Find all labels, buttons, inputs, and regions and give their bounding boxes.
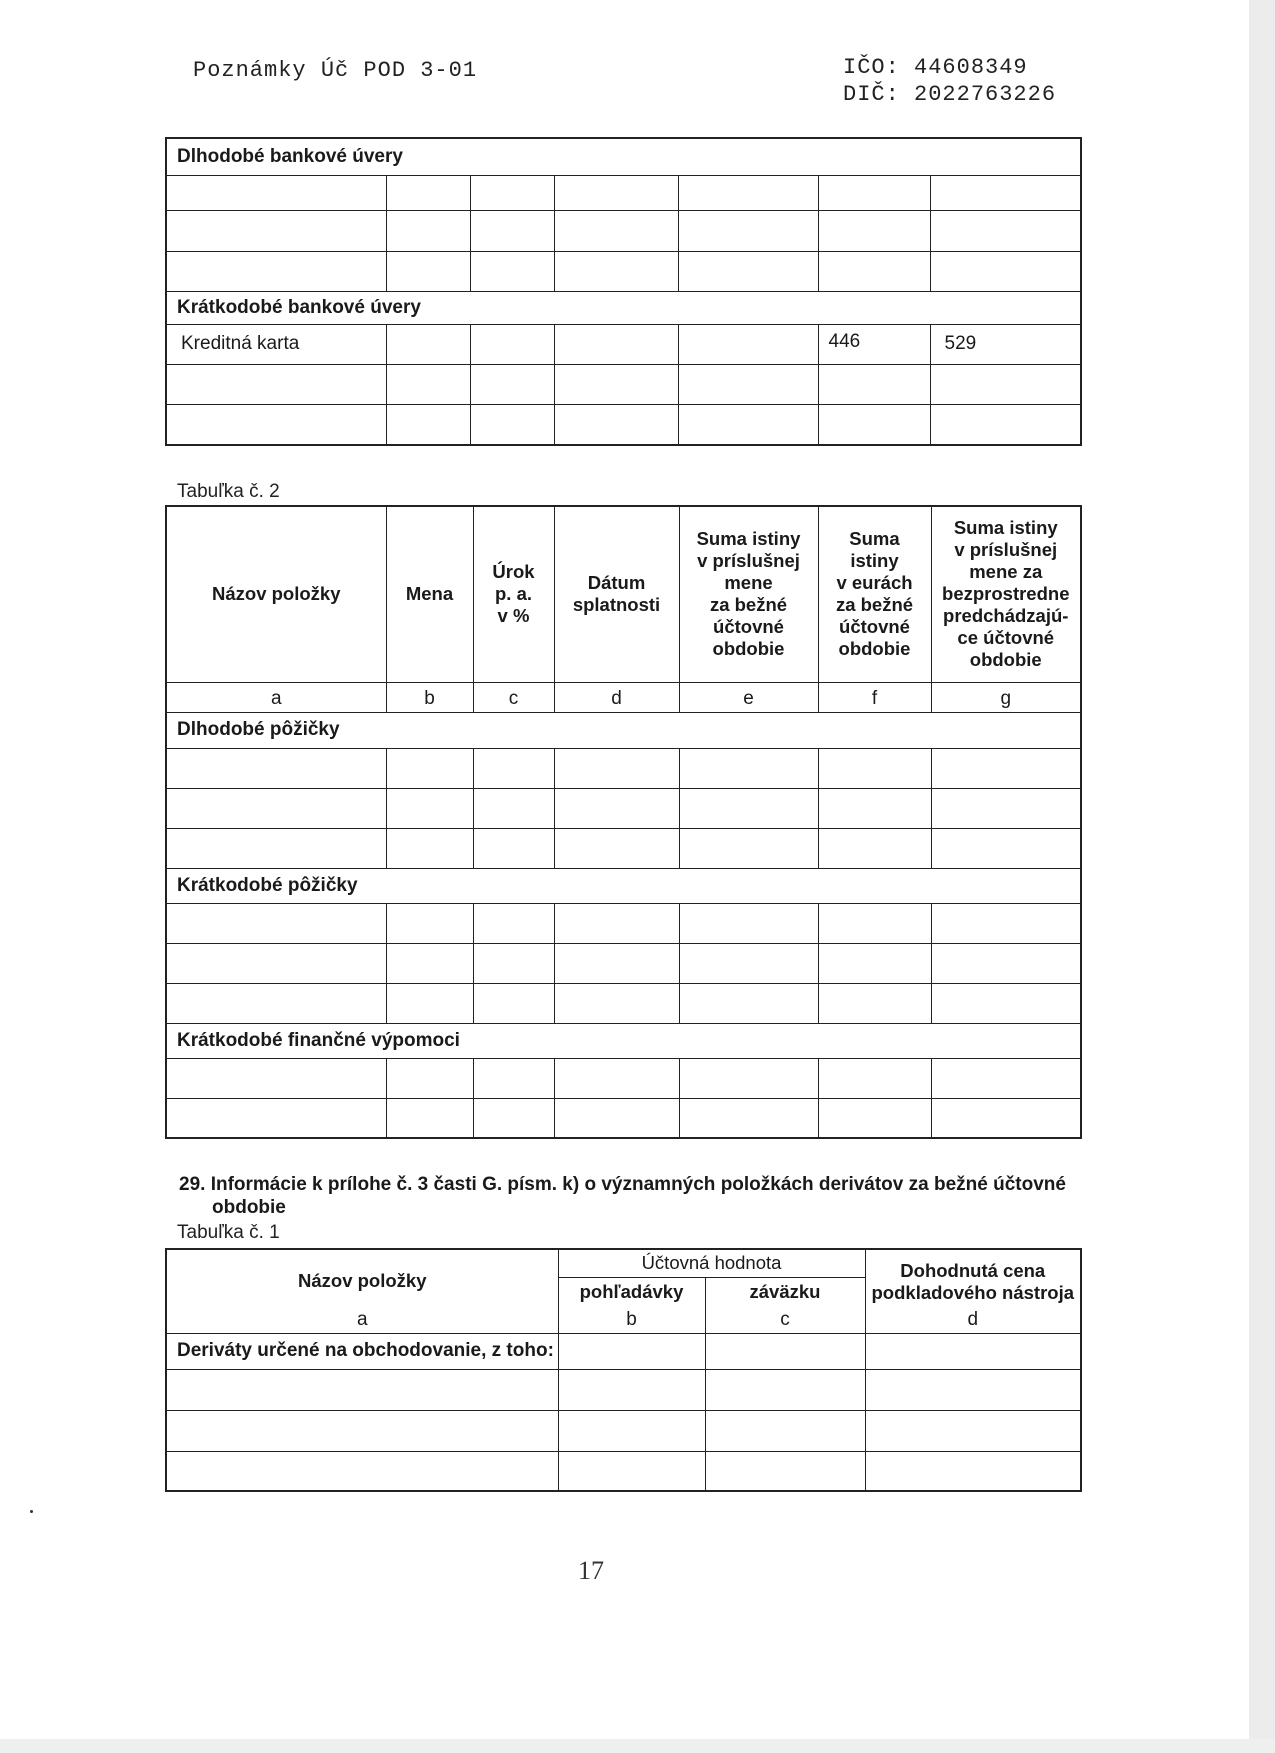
col-letter-c: c [473,682,554,712]
credit-card-label: Kreditná karta [166,324,386,364]
col-letter-a: a [166,682,386,712]
col-letter-f: f [818,682,931,712]
section-short-term-bank-loans: Krátkodobé bankové úvery [166,291,1081,324]
table-row [166,210,1081,251]
col-header-principal-currency: Suma istiny v príslušnej mene za bežné účtovné obdobie [679,506,818,682]
table-row [166,983,1081,1023]
col-header-principal-eur: Suma istiny v eurách za bežné účtovné obdobie [818,506,931,682]
table-row [166,175,1081,210]
table2-caption: Tabuľka č. 2 [177,481,280,502]
section-short-term-financial-aid: Krátkodobé finančné výpomoci [166,1023,1081,1058]
table-row [166,1333,1081,1369]
col-letter-b: b [386,682,473,712]
dic-number: DIČ: 2022763226 [843,82,1057,107]
table-row [166,748,1081,788]
table-row [166,364,1081,404]
col-header-due-date: Dátum splatnosti [554,506,679,682]
col-header-name: Názov položky [166,506,386,682]
section-29-line2: obdobie [212,1197,286,1218]
derivatives-table [165,1248,1082,1492]
col-header-payables: záväzku [705,1277,865,1307]
document-header-left: Poznámky Úč POD 3-01 [193,58,478,83]
loans-table [165,505,1082,1139]
scan-speck [30,1510,33,1513]
col-letter-b: b [558,1307,705,1333]
scan-edge [1249,0,1275,1753]
section-29-line1: 29. Informácie k prílohe č. 3 časti G. písm. k) o významných položkách derivátov za bežné účtovné [179,1174,1066,1195]
section-29-heading [179,1173,1079,1219]
table1-caption: Tabuľka č. 1 [177,1222,280,1243]
credit-card-previous: 529 [930,324,1081,364]
table-row [166,788,1081,828]
ico-number: IČO: 44608349 [843,55,1028,80]
col-header-rate: Úrok p. a. v % [473,506,554,682]
page-number: 17 [578,1556,604,1585]
credit-card-current-eur: 446 [818,324,930,364]
table-row [166,903,1081,943]
col-letter-a: a [166,1307,558,1333]
scan-bottom-edge [0,1739,1275,1753]
table-row [166,1410,1081,1451]
table-row [166,1058,1081,1098]
document-header-ids [843,54,1056,108]
table-row [166,1369,1081,1410]
col-letter-c: c [705,1307,865,1333]
section-long-term-borrowings: Dlhodobé pôžičky [166,712,1081,748]
col-header-book-value: Účtovná hodnota [558,1249,865,1277]
table-row [166,1098,1081,1138]
table-row [166,324,1081,364]
bank-loans-table [165,137,1082,446]
table-row [166,1451,1081,1491]
table-row [166,251,1081,291]
col-letter-d: d [554,682,679,712]
col-letter-e: e [679,682,818,712]
col-letter-d: d [865,1307,1081,1333]
col-header-principal-previous: Suma istiny v príslušnej mene za bezprostredne predchádzajú- ce účtovné obdobie [931,506,1081,682]
table-row [166,828,1081,868]
col-header-currency: Mena [386,506,473,682]
section-short-term-borrowings: Krátkodobé pôžičky [166,868,1081,903]
derivatives-trading-label: Deriváty určené na obchodovanie, z toho: [166,1333,558,1369]
col-letter-g: g [931,682,1081,712]
col-header-receivables: pohľadávky [558,1277,705,1307]
section-long-term-bank-loans: Dlhodobé bankové úvery [166,138,1081,175]
table-row [166,943,1081,983]
col-header-name: Názov položky [166,1249,558,1307]
table-row [166,404,1081,445]
col-header-agreed-price: Dohodnutá cena podkladového nástroja [865,1249,1081,1307]
